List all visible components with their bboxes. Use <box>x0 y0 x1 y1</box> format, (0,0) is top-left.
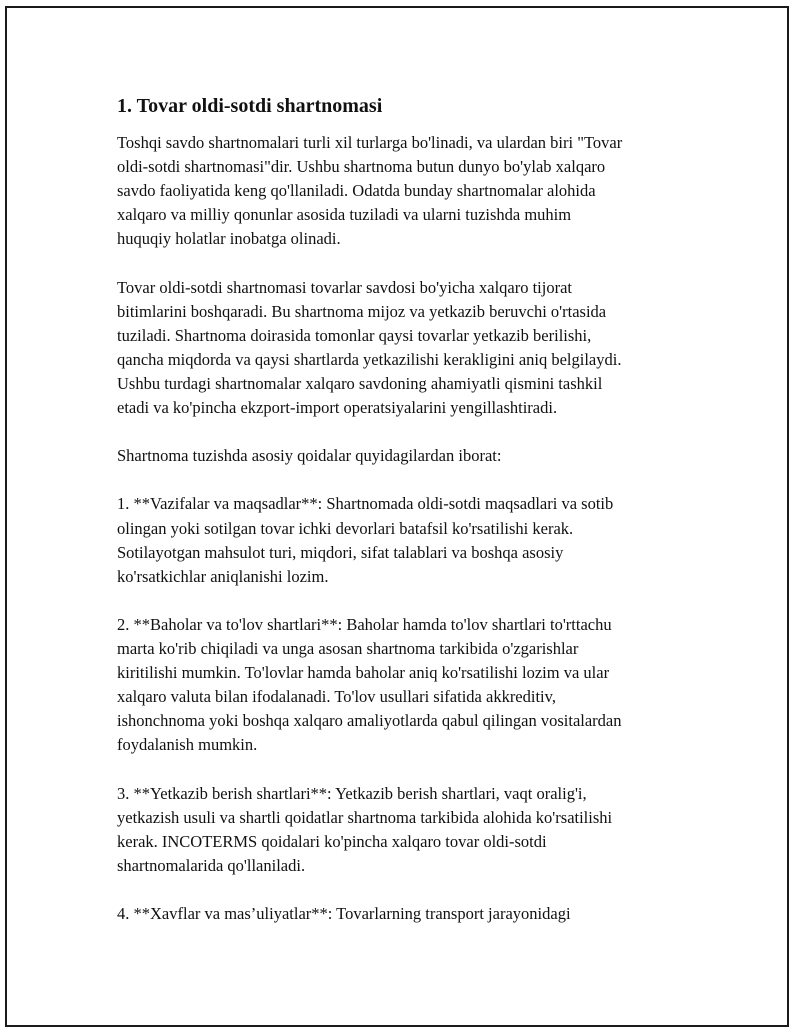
list-item-prices-and-payment: 2. **Baholar va to'lov shartlari**: Baholar hamda to'lov shartlari to'rttachu marta ko'rib chiqiladi va unga asosan shartnoma tarkibida o'zgarishlar kiritilishi mumkin. To'lovlar hamda baholar aniq ko'rsatilishi lozim va ular xalqaro valuta bilan ifodalanadi. To'lov usullari sifatida akkreditiv, ishonchnoma yoki boshqa xalqaro amaliyotlarda qabul qilingan vositalardan foydalanish mumkin. <box>117 614 622 755</box>
list-item-delivery-terms: 3. **Yetkazib berish shartlari**: Yetkazib berish shartlari, vaqt oralig'i, yetkazish usuli va shartli qoidatlar shartnoma tarkibida alohida ko'rsatilishi kerak. INCOTERMS qoidalari ko'pincha xalqaro tovar oldi-sotdi shartnomalarida qo'llaniladi. <box>117 783 613 875</box>
list-item-risks-and-liabilities: 4. **Xavflar va mas’uliyatlar**: Tovarlarning transport jarayonidagi <box>117 904 571 923</box>
rules-intro-paragraph: Shartnoma tuzishda asosiy qoidalar quyidagilardan iborat: <box>117 446 502 466</box>
list-item-tasks-and-goals: 1. **Vazifalar va maqsadlar**: Shartnomada oldi-sotdi maqsadlari va sotib olingan yoki sotilgan tovar ichki devorlari batafsil ko'rsatilishi kerak. Sotilayotgan mahsulot turi, miqdori, sifat talablari va boshqa asosiy ko'rsatkichlar aniqlanishi lozim. <box>117 494 614 586</box>
intro-paragraph: Toshqi savdo shartnomalari turli xil turlarga bo'linadi, va ulardan biri "Tovar oldi-sotdi shartnomasi"dir. Ushbu shartnoma butun dunyo bo'ylab xalqaro savdo faoliyatida keng qo'llaniladi. Odatda bunday shartnomalar alohida xalqaro va milliy qonunlar asosida tuziladi va ularni tuzishda muhim huquqiy holatlar inobatga olinadi. <box>117 133 623 249</box>
contract-description-paragraph: Tovar oldi-sotdi shartnomasi tovarlar savdosi bo'yicha xalqaro tijorat bitimlarini boshqaradi. Bu shartnoma mijoz va yetkazib beruvchi o'rtasida tuziladi. Shartnoma doirasida tomonlar qaysi tovarlar yetkazib berilishi, qancha miqdorda va qaysi shartlarda yetkazilishi kerakligini aniq belgilaydi. Ushbu turdagi shartnomalar xalqaro savdoning ahamiyatli qismini tashkil etadi va ko'pincha ekzport-import operatsiyalarini yengillashtiradi. <box>117 277 622 418</box>
document-body <box>117 94 697 950</box>
document-title: 1. Tovar oldi-sotdi shartnomasi <box>117 95 383 117</box>
